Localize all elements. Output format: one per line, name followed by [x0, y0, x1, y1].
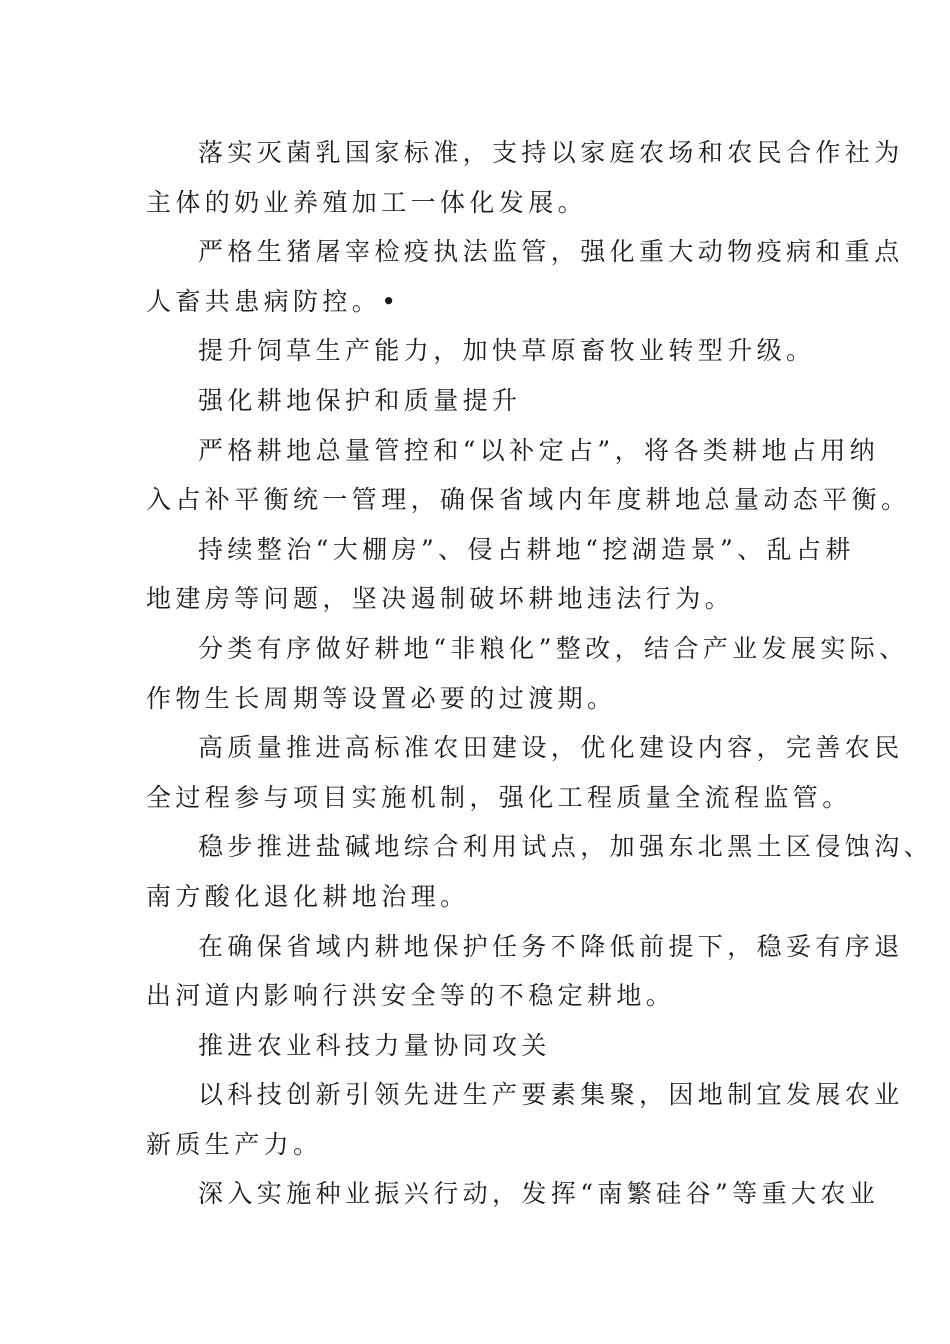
paragraph-line: 全过程参与项目实施机制，强化工程质量全流程监管。 — [146, 782, 852, 812]
paragraph-line: 分类有序做好耕地“非粮化”整改，结合产业发展实际、 — [198, 633, 909, 663]
paragraph — [146, 723, 904, 822]
paragraph-line: 高质量推进高标准农田建设，优化建设内容，完善农民 — [198, 733, 904, 763]
paragraph-line: 严格耕地总量管控和“以补定占”，将各类耕地占用纳 — [198, 435, 880, 465]
paragraph-line: 作物生长周期等设置必要的过渡期。 — [146, 683, 617, 713]
paragraph — [146, 128, 904, 227]
paragraph-line: 在确保省域内耕地保护任务不降低前提下，稳妥有序退 — [198, 931, 904, 961]
paragraph — [146, 624, 909, 723]
paragraph-line: 主体的奶业养殖加工一体化发展。 — [146, 187, 588, 217]
paragraph-line: 出河道内影响行洪安全等的不稳定耕地。 — [146, 981, 676, 1011]
paragraph-line: 人畜共患病防控。• — [146, 286, 401, 316]
section-heading — [146, 376, 826, 426]
paragraph — [146, 525, 855, 624]
paragraph — [146, 1169, 880, 1219]
section-heading-text: 推进农业科技力量协同攻关 — [198, 1030, 551, 1060]
paragraph-line: 南方酸化退化耕地治理。 — [146, 881, 470, 911]
paragraph-line: 持续整治“大棚房”、侵占耕地“挖湖造景”、乱占耕 — [198, 534, 855, 564]
section-heading-text: 强化耕地保护和质量提升 — [198, 385, 522, 415]
paragraph-line: 入占补平衡统一管理，确保省域内年度耕地总量动态平衡。 — [146, 485, 911, 515]
paragraph — [146, 426, 911, 525]
paragraph-line: 以科技创新引领先进生产要素集聚，因地制宜发展农业 — [198, 1080, 904, 1110]
paragraph-line: 新质生产力。 — [146, 1129, 323, 1159]
paragraph-line: 落实灭菌乳国家标准，支持以家庭农场和农民合作社为 — [198, 138, 904, 167]
paragraph-line: 严格生猪屠宰检疫执法监管，强化重大动物疫病和重点 — [198, 237, 904, 267]
paragraph — [146, 922, 904, 1021]
paragraph-line: 稳步推进盐碱地综合利用试点，加强东北黑土区侵蚀沟、 — [198, 832, 934, 862]
paragraph — [146, 1070, 904, 1169]
section-heading — [146, 1021, 826, 1071]
paragraph — [146, 227, 904, 326]
paragraph-line: 提升饲草生产能力，加快草原畜牧业转型升级。 — [198, 336, 816, 366]
document-body — [146, 128, 934, 1219]
paragraph — [146, 822, 934, 921]
paragraph-line: 地建房等问题，坚决遏制破坏耕地违法行为。 — [146, 584, 735, 614]
paragraph-line: 深入实施种业振兴行动，发挥“南繁硅谷”等重大农业 — [198, 1179, 880, 1209]
paragraph — [146, 326, 826, 376]
